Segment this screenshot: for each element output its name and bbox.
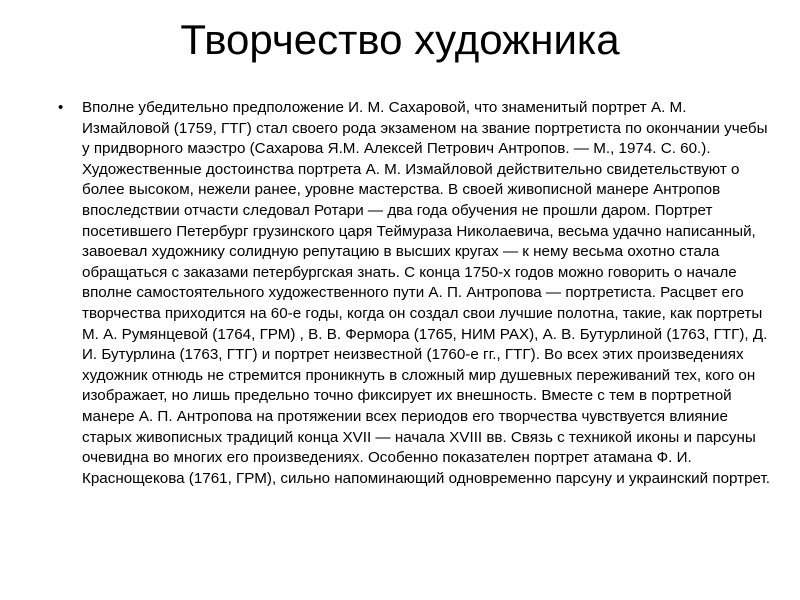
bullet-dot-icon: • bbox=[58, 99, 64, 116]
bullet-list bbox=[58, 98, 772, 489]
slide-title: Творчество художника bbox=[180, 16, 620, 63]
bullet-item bbox=[58, 98, 772, 489]
bullet-text: Вполне убедительно предположение И. М. Сахаровой, что знаменитый портрет А. М. Измайловой (1759, ГТГ) стал своего рода экзаменом на звание портретиста по окончании учебы у придворного маэстро (Сахарова Я.М. Алексей Петрович Антропов. — М., 1974. С. 60.). Художественные достоинства портрета А. М. Измайловой действительно свидетельствуют о более высоком, нежели ранее, уровне мастерства. В своей живописной манере Антропов впоследствии отчасти следовал Ротари — два года обучения не прошли даром. Портрет посетившего Петербург грузинского царя Теймураза Николаевича, весьма удачно написанный, завоевал художнику солидную репутацию в высших кругах — к нему весьма охотно стала обращаться с заказами петербургская знать. С конца 1750-х годов можно говорить о начале вполне самостоятельного художественного пути А. П. Антропова — портретиста. Расцвет его творчества приходится на 60-е годы, когда он создал свои лучшие полотна, такие, как портреты М. А. Румянцевой (1764, ГРМ) , В. В. Фермора (1765, НИМ РАХ), А. В. Бутурлиной (1763, ГТГ), Д. И. Бутурлина (1763, ГТГ) и портрет неизвестной (1760-е гг., ГТГ). Во всех этих произведениях художник отнюдь не стремится проникнуть в сложный мир душевных переживаний тех, кого он изображает, но лишь предельно точно фиксирует их внешность. Вместе с тем в портретной манере А. П. Антропова на протяжении всех периодов его творчества чувствуется влияние старых живописных традиций конца XVII — начала XVIII вв. Связь с техникой иконы и парсуны очевидна во многих его произведениях. Особенно показателен портрет атамана Ф. И. Краснощекова (1761, ГРМ), сильно напоминающий одновременно парсуну и украинский портрет. bbox=[82, 99, 770, 487]
